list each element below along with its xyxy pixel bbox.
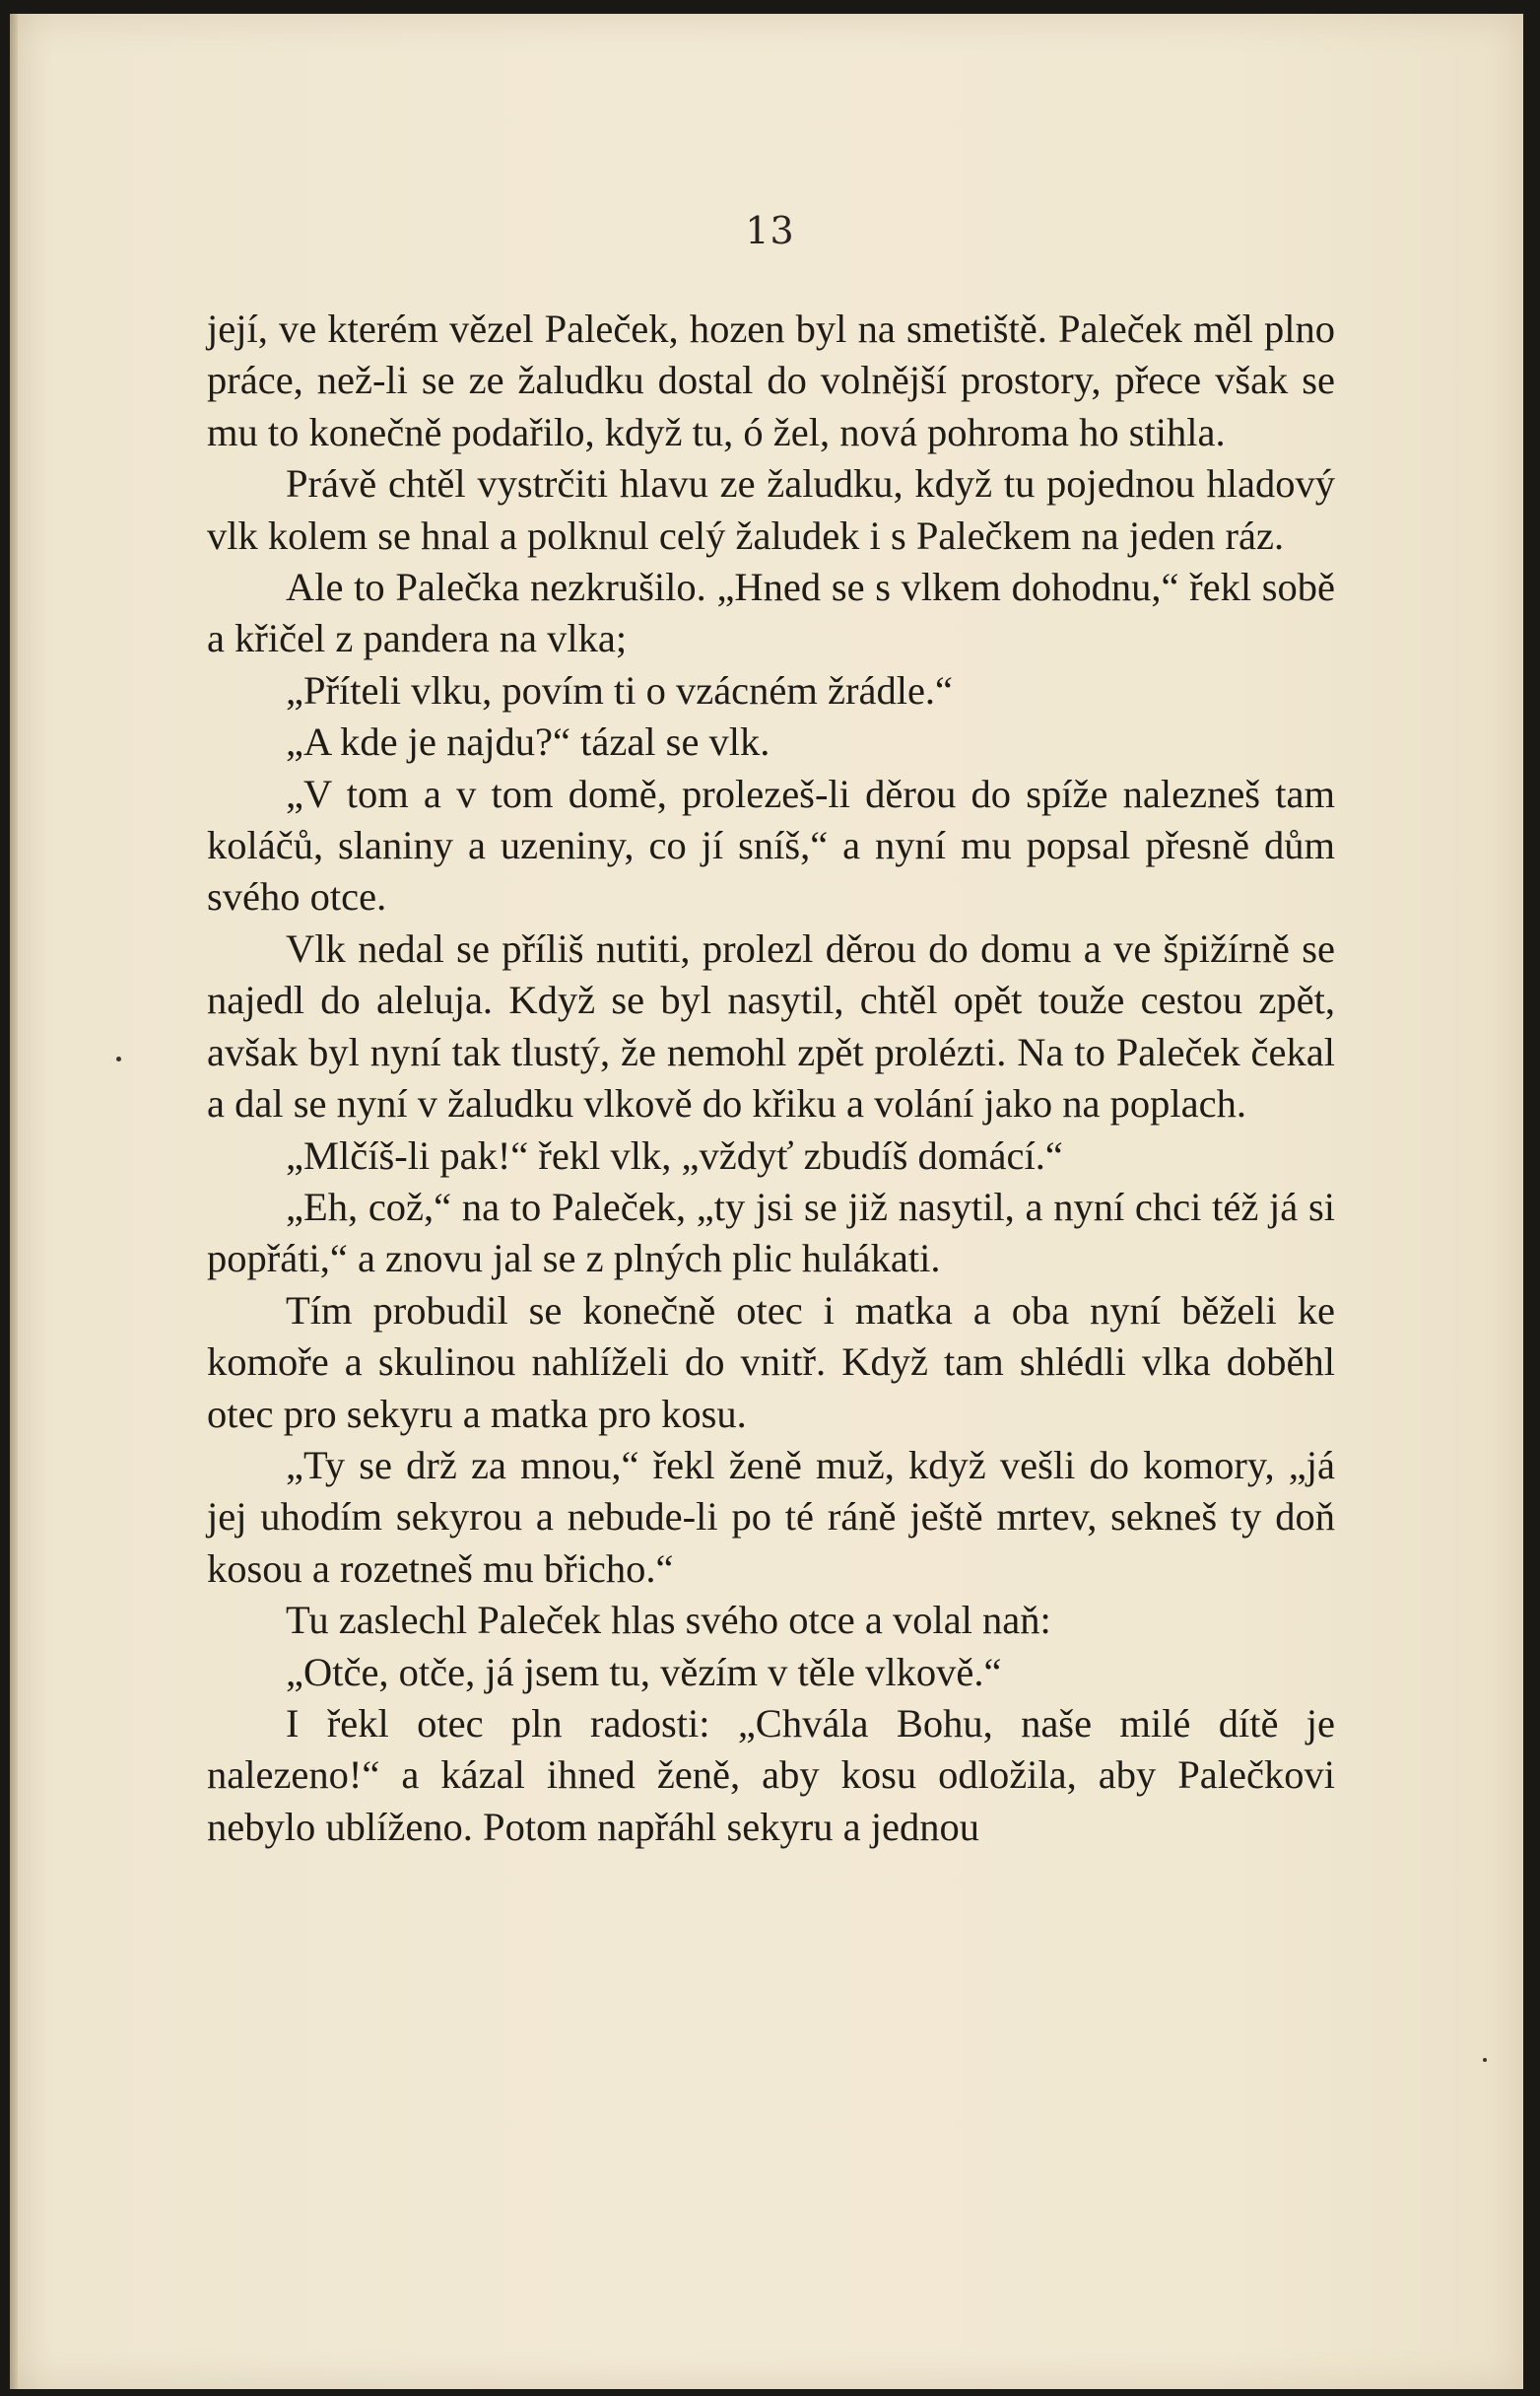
paragraph: „Mlčíš-li pak!“ řekl vlk, „vždyť zbudíš domácí.“: [286, 1132, 1063, 1178]
page-number: 13: [745, 209, 795, 252]
paragraph: její, ve kterém vězel Paleček, hozen byl na smetiště. Paleček měl plno práce, než-li se ze žaludku dostal do volnější prostory, přece však se mu to konečně podařilo, když tu, ó žel, nová pohroma ho stihla.: [207, 307, 1335, 454]
print-speck: [116, 1057, 121, 1061]
body-text: [207, 304, 1335, 1853]
paragraph: „A kde je najdu?“ tázal se vlk.: [286, 719, 770, 765]
paragraph: I řekl otec pln radosti: „Chvála Bohu, naše milé dítě je nalezeno!“ a kázal ihned ženě, aby kosu odložila, aby Palečkovi nebylo ublíženo. Potom napřáhl sekyru a jednou: [207, 1700, 1335, 1849]
paragraph: Ale to Palečka nezkrušilo. „Hned se s vlkem dohodnu,“ řekl sobě a křičel z pandera na vlka;: [207, 565, 1335, 661]
paragraph: Vlk nedal se příliš nutiti, prolezl děrou do domu a ve špižírně se najedl do aleluja. Když se byl nasytil, chtěl opět touže cestou zpět, avšak byl nyní tak tlustý, že nemohl zpět prolézti. Na to Paleček čekal a dal se nyní v žaludku vlkově do křiku a volání jako na poplach.: [207, 925, 1335, 1127]
paragraph: „Příteli vlku, povím ti o vzácném žrádle.“: [286, 667, 954, 713]
print-speck: [1483, 2058, 1487, 2062]
paragraph: Právě chtěl vystrčiti hlavu ze žaludku, když tu pojednou hladový vlk kolem se hnal a polknul celý žaludek i s Palečkem na jeden ráz.: [207, 461, 1335, 558]
paragraph: „V tom a v tom domě, prolezeš-li děrou do spíže nalezneš tam koláčů, slaniny a uzeniny, co jí sníš,“ a nyní mu popsal přesně dům svého otce.: [207, 771, 1335, 920]
paragraph: „Eh, což,“ na to Paleček, „ty jsi se již nasytil, a nyní chci též já si popřáti,“ a znovu jal se z plných plic hulákati.: [207, 1184, 1335, 1281]
page-binding-edge: [10, 14, 18, 2389]
paragraph: Tu zaslechl Paleček hlas svého otce a volal naň:: [286, 1598, 1051, 1643]
paragraph: „Ty se drž za mnou,“ řekl ženě muž, když vešli do komory, „já jej uhodím sekyrou a nebude-li po té ráně ještě mrtev, sekneš ty doň kosou a rozetneš mu břicho.“: [207, 1442, 1335, 1591]
paragraph: Tím probudil se konečně otec i matka a oba nyní běželi ke komoře a skulinou nahlíželi do vnitř. Když tam shlédli vlka doběhl otec pro sekyru a matka pro kosu.: [207, 1287, 1335, 1436]
paragraph: „Otče, otče, já jsem tu, vězím v těle vlkově.“: [286, 1649, 1002, 1694]
